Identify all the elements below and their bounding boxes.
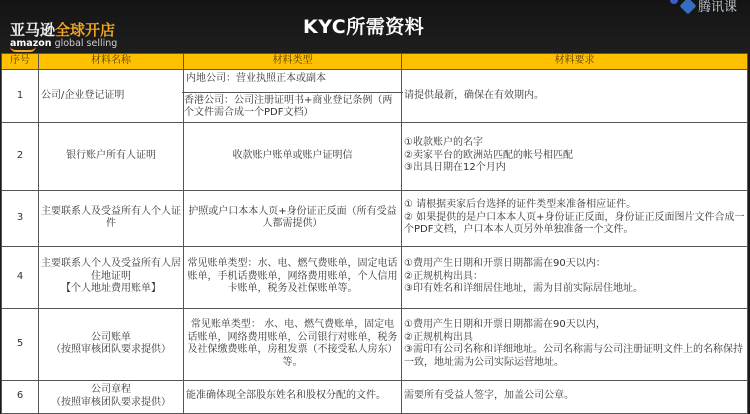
row-name bbox=[39, 308, 184, 380]
requirement-line: ③出具日期在12个月内 bbox=[404, 162, 506, 174]
row-name: 银行账户所有人证明 bbox=[39, 122, 184, 190]
row-type: 护照或户口本本人页+身份证正反面（所有受益人都需提供） bbox=[184, 190, 402, 246]
logo-cn-yellow: 全球开店 bbox=[55, 21, 116, 39]
requirement-line: ② 如果提供的是户口本本人页+身份证正反面，身份证正反面图片文件合成一个PDF文档，户口本本人页另外单独准备一个文件。 bbox=[404, 211, 745, 236]
row-no: 2 bbox=[2, 122, 39, 190]
row-name-text: 公司账单 bbox=[91, 331, 131, 343]
requirement-line: ②正规机构出具： bbox=[404, 270, 483, 282]
row-name: 公司/企业登记证明 bbox=[39, 70, 184, 123]
brand-text: 腾讯课 bbox=[698, 0, 738, 15]
tencent-class-logo-icon bbox=[680, 0, 697, 14]
tencent-class-watermark bbox=[682, 0, 737, 15]
row-requirement bbox=[402, 122, 748, 190]
row-requirement bbox=[402, 190, 748, 246]
row-type: 收款账户账单或账户证明信 bbox=[184, 122, 402, 190]
table-row bbox=[2, 70, 748, 123]
slide-header bbox=[0, 0, 750, 53]
row-no: 1 bbox=[2, 70, 39, 123]
requirement-line: ①收款账户的名字 bbox=[404, 137, 483, 149]
requirement-line: 需要所有受益人签字，加盖公司公章。 bbox=[404, 390, 574, 402]
table-row bbox=[2, 380, 748, 413]
logo-cn-white: 亚马逊 bbox=[10, 21, 56, 39]
row-name bbox=[39, 380, 184, 413]
row-type: 常见账单类型：水、电、燃气费账单，固定电话账单，手机话费账单，网络费用账单，个人信用卡账单，税务及社保账单等。 bbox=[184, 246, 402, 308]
requirement-line: ①费用产生日期和开票日期都需在90天以内： bbox=[404, 258, 606, 270]
row-name: 主要联系人及受益所有人个人证件 bbox=[39, 190, 184, 246]
row-type: 常见账单类型： 水、电、燃气费账单，固定电话账单，网络费用账单，公司银行对账单，税务及社保缴费账单，房租发票（不接受私人房东）等。 bbox=[184, 308, 402, 380]
row-name-text: 公司章程 bbox=[91, 384, 131, 395]
table-row bbox=[2, 122, 748, 190]
requirement-line: ③印有姓名和详细居住地址，需为目前实际居住地址。 bbox=[404, 283, 643, 295]
row-requirement bbox=[402, 380, 748, 413]
table-row bbox=[2, 308, 748, 380]
row-name-note: 【个人地址费用账单】 bbox=[61, 283, 161, 295]
row-requirement bbox=[402, 308, 748, 380]
row-no: 3 bbox=[2, 190, 39, 246]
row-name-text: 主要联系人个人及受益所有人居住地证明 bbox=[41, 258, 181, 282]
row-no: 5 bbox=[2, 308, 39, 380]
col-header-requirement: 材料要求 bbox=[402, 54, 748, 70]
requirement-line: ① 请根据卖家后台选择的证件类型来准备相应证件。 bbox=[404, 199, 637, 211]
logo-en-global: global selling bbox=[51, 38, 118, 49]
amazon-global-selling-logo bbox=[10, 22, 117, 52]
kyc-materials-table bbox=[1, 53, 748, 414]
col-header-name: 材料名称 bbox=[39, 54, 184, 70]
logo-en-amazon: amazon bbox=[10, 38, 52, 49]
requirement-line: ③需印有公司名称和详细地址。公司名称需与公司注册证明文件上的名称保持一致，地址需为公司实际运营地址。 bbox=[404, 344, 743, 368]
col-header-type: 材料类型 bbox=[184, 54, 402, 70]
requirement-line: 请提供最新，确保在有效期内。 bbox=[404, 89, 544, 101]
row-type bbox=[184, 70, 402, 123]
brand-shape-icon bbox=[670, 0, 678, 4]
row-requirement bbox=[402, 70, 748, 123]
row-name-note: （按照审核团队要求提供） bbox=[51, 396, 171, 408]
col-header-no: 序号 bbox=[2, 54, 39, 70]
page-title: KYC所需资料 bbox=[303, 16, 425, 38]
row-name bbox=[39, 246, 184, 308]
row-name-note: （按照审核团队要求提供） bbox=[51, 344, 171, 355]
row-requirement bbox=[402, 246, 748, 308]
requirement-line: ①费用产生日期和开票日期都需在90天以内， bbox=[404, 319, 606, 330]
row-no: 4 bbox=[2, 246, 39, 308]
requirement-line: ②卖家平台的欧洲站匹配的帐号相匹配 bbox=[404, 149, 573, 161]
table-row bbox=[2, 246, 748, 308]
type-hongkong: 香港公司：公司注册证明书+商业登记条例（两个文件需合成一个PDF文档） bbox=[182, 92, 403, 122]
row-type: 能准确体现全部股东姓名和股权分配的文件。 bbox=[184, 380, 402, 413]
table-header-row bbox=[2, 54, 748, 70]
requirement-line: ②正规机构出具 bbox=[404, 331, 473, 343]
type-mainland: 内地公司：营业执照正本或副本 bbox=[186, 73, 326, 84]
row-no: 6 bbox=[2, 380, 39, 413]
table-row bbox=[2, 190, 748, 246]
